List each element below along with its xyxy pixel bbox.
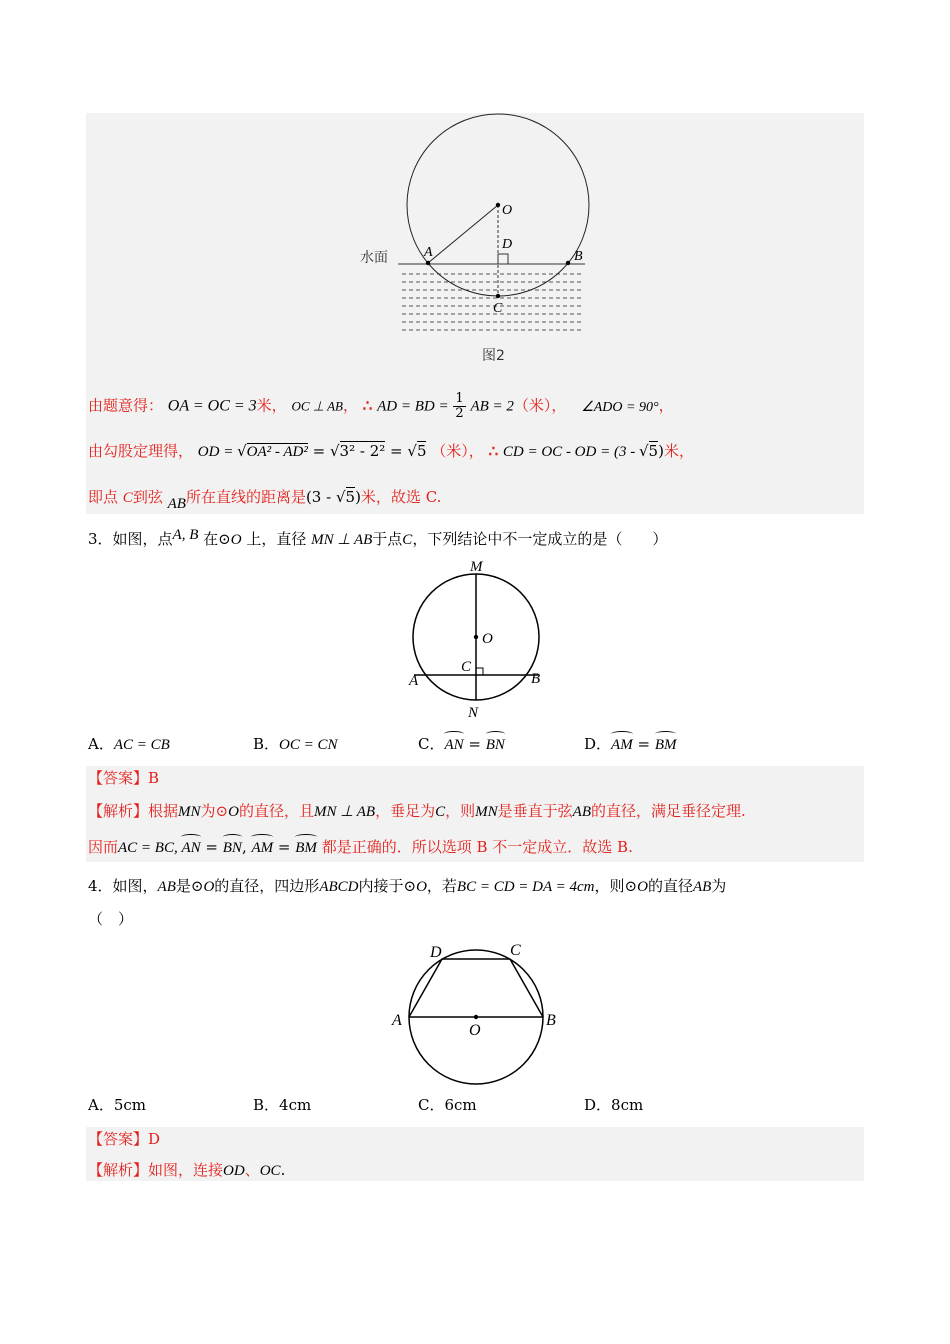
solution-line-3: 即点 C到弦 AB所在直线的距离是(3 - √5)米，故选 C. xyxy=(88,488,442,512)
ref-ab: AB xyxy=(572,804,591,820)
point-c xyxy=(496,294,500,298)
q3-stem xyxy=(88,528,667,551)
eq-angle: ∠ADO = 90° xyxy=(581,399,659,415)
q4-stem-f: ，则⊙ xyxy=(594,877,638,895)
figure-2-caption: 图2 xyxy=(482,348,505,364)
eq-sign-2: = xyxy=(385,442,408,460)
label-d: D xyxy=(502,237,513,252)
figure-2-diagram xyxy=(340,110,620,370)
arc-bn: BN xyxy=(223,837,242,859)
ref-eqs: AC = BC, xyxy=(118,840,182,856)
q3-center-dot xyxy=(474,635,478,639)
eq-oa-oc: OA = OC = 3 xyxy=(167,397,257,415)
conclusion-text: 所在直线的距离是 xyxy=(185,488,306,506)
analysis-text: 都是正确的．所以选项 B 不一定成立．故选 B. xyxy=(321,838,633,856)
q3-figure xyxy=(395,555,565,725)
q4-label-a: A xyxy=(392,1012,402,1029)
label-o: O xyxy=(502,203,513,218)
label-c: C xyxy=(493,301,503,316)
conclusion-end: 米，故选 C. xyxy=(360,488,442,506)
q4-stem-g: 的直径 xyxy=(647,877,693,895)
q4-paren xyxy=(88,908,133,930)
q3-option-a[interactable] xyxy=(88,733,170,756)
option-text: 8cm xyxy=(611,1096,644,1114)
analysis-text: 的直径，且 xyxy=(238,802,314,820)
eq-od: OD = xyxy=(197,444,238,460)
option-label: D． xyxy=(584,735,612,753)
comma: , xyxy=(241,838,252,856)
answer-blank: （ ） xyxy=(88,910,134,928)
option-label: C． xyxy=(418,735,445,753)
ref-o: O xyxy=(228,804,239,820)
option-text: 6cm xyxy=(444,1096,477,1114)
ref-perp: MN ⊥ AB xyxy=(313,804,376,820)
q3-analysis-line-2 xyxy=(88,836,633,859)
q4-option-c[interactable] xyxy=(418,1094,477,1116)
point-a xyxy=(426,261,430,265)
point-b xyxy=(566,261,570,265)
unit-meter-4: 米， xyxy=(663,442,694,460)
analysis-end: . xyxy=(280,1161,286,1179)
point-c-ref: C xyxy=(122,490,133,506)
radicand-5: 5 xyxy=(345,488,356,506)
arc-bm: BM xyxy=(295,837,317,859)
option-text: OC = CN xyxy=(279,737,338,753)
analysis-tag: 【解析】 xyxy=(88,1161,149,1179)
solution-prefix: 由题意得： xyxy=(88,396,164,415)
chord-ab-ref: AB xyxy=(167,496,186,512)
q4-eq: BC = CD = DA = 4cm xyxy=(456,879,595,895)
answer-value: B xyxy=(148,769,160,787)
paren-close: ) xyxy=(658,442,664,460)
answer-tag: 【答案】 xyxy=(88,769,149,787)
q4-stem-e: ，若 xyxy=(426,877,457,895)
unit-meter: 米， xyxy=(256,396,287,415)
eq-sign: = xyxy=(463,735,486,753)
q4-stem-d: 内接于⊙ xyxy=(358,877,417,895)
q3-label-c: C xyxy=(461,659,472,675)
arc-bm: BM xyxy=(655,734,677,756)
q4-label-d: D xyxy=(430,944,442,961)
q3-point-c: C xyxy=(402,532,413,548)
q3-label-n: N xyxy=(468,705,479,721)
analysis-text: 如图，连接 xyxy=(148,1161,224,1179)
option-label: B． xyxy=(253,735,280,753)
analysis-text: 为⊙ xyxy=(200,802,229,820)
eq-sign: = xyxy=(200,838,223,856)
point-o xyxy=(496,203,500,207)
q3-analysis-line-1 xyxy=(88,800,746,823)
segment-oa xyxy=(428,205,498,263)
q4-center-dot xyxy=(474,1015,478,1019)
arc-bn: BN xyxy=(486,734,505,756)
q3-points-ab: A, B xyxy=(172,527,199,543)
q3-circle-o: O xyxy=(230,532,242,548)
pythagoras-prefix: 由勾股定理得， xyxy=(88,442,194,460)
option-label: A． xyxy=(88,735,114,753)
answer-value: D xyxy=(148,1130,161,1148)
option-text: AC = CB xyxy=(113,737,170,753)
eq-sign: = xyxy=(632,735,655,753)
radicand-1: OA² - AD² xyxy=(246,444,308,460)
sep: ， xyxy=(342,396,358,415)
q3-option-b[interactable] xyxy=(253,733,338,756)
eq-perp: OC ⊥ AB xyxy=(291,398,343,414)
right-angle-mark xyxy=(498,254,508,264)
q3-perp: MN ⊥ AB xyxy=(311,532,373,548)
q4-stem-a: 4．如图， xyxy=(88,877,158,895)
analysis-tag: 【解析】 xyxy=(88,802,149,820)
analysis-sep: 、 xyxy=(244,1161,260,1179)
q4-analysis xyxy=(88,1159,285,1182)
q4-stem xyxy=(88,875,726,898)
label-b: B xyxy=(574,249,583,264)
eq-sign: = xyxy=(273,838,296,856)
label-a: A xyxy=(424,245,433,260)
frac-den: 2 xyxy=(455,406,464,421)
q4-quadrilateral xyxy=(409,959,543,1017)
frac-num: 1 xyxy=(455,391,464,406)
eq-ad-bd: AD = BD = xyxy=(377,398,449,415)
radicand-3: 5 xyxy=(416,442,427,460)
q4-o: O xyxy=(203,879,215,895)
q4-stem-b: 是⊙ xyxy=(175,877,204,895)
eq-sign: = xyxy=(307,442,330,460)
analysis-text: 因而 xyxy=(88,838,119,856)
q4-answer xyxy=(88,1128,160,1150)
arc-an: AN xyxy=(444,734,463,756)
ref-c: C xyxy=(435,804,446,820)
q3-label-b: B xyxy=(531,671,541,687)
conclusion-prefix: 即点 xyxy=(88,488,119,506)
q3-label-m: M xyxy=(470,559,483,575)
q4-label-b: B xyxy=(546,1012,556,1029)
q4-option-a[interactable] xyxy=(88,1094,146,1116)
radicand-4: 5 xyxy=(648,442,659,460)
radicand-2: 3² - 2² xyxy=(339,442,386,460)
ref-oc: OC xyxy=(259,1163,281,1179)
option-text: 4cm xyxy=(279,1096,312,1114)
arc-an: AN xyxy=(181,837,200,859)
q3-label-a: A xyxy=(409,673,419,689)
analysis-text: 是垂直于弦 xyxy=(497,802,573,820)
fraction-half xyxy=(453,392,465,421)
q4-label-c: C xyxy=(510,942,521,959)
q3-stem-d: 于点 xyxy=(372,530,403,548)
q3-option-d[interactable] xyxy=(584,733,676,756)
eq-ab: AB = 2 xyxy=(470,398,514,415)
q3-stem-e: ，下列结论中不一定成立的是（ ） xyxy=(412,530,668,548)
q3-stem-c: 上，直径 xyxy=(246,530,307,548)
water-label: 水面 xyxy=(360,250,388,266)
option-label: D． xyxy=(584,1096,612,1114)
option-label: C． xyxy=(418,1096,445,1114)
q4-option-b[interactable] xyxy=(253,1094,311,1116)
q4-abcd: ABCD xyxy=(319,879,359,895)
conclusion-value: (3 - xyxy=(305,488,336,506)
solution-line-1 xyxy=(88,392,674,421)
option-label: A． xyxy=(88,1096,114,1114)
q4-ab-2: AB xyxy=(692,879,712,895)
solution-line-2: 由勾股定理得， OD = √OA² - AD² = √3² - 2² = √5 （米）， ∴ CD = OC - OD = (3 - √5)米， xyxy=(88,442,694,460)
q3-option-c[interactable] xyxy=(418,733,505,756)
therefore-symbol: ∴ xyxy=(362,396,373,415)
q4-figure xyxy=(388,935,568,1095)
conclusion-mid: 到弦 xyxy=(132,488,163,506)
q4-o-2: O xyxy=(416,879,427,895)
arc-am: AM xyxy=(251,837,273,859)
arc-am: AM xyxy=(611,734,633,756)
unit-meter-2: （米）， xyxy=(513,396,567,415)
analysis-text: ，则 xyxy=(445,802,476,820)
analysis-text: ，垂足为 xyxy=(375,802,436,820)
q4-label-o: O xyxy=(469,1022,481,1039)
analysis-text: 根据 xyxy=(148,802,179,820)
q3-label-o: O xyxy=(482,631,493,647)
ref-od: OD xyxy=(223,1163,245,1179)
unit-meter-3: （米）， xyxy=(431,442,484,460)
q4-stem-c: 的直径，四边形 xyxy=(214,877,320,895)
line-end: ， xyxy=(658,396,674,415)
q3-stem-b: 在⊙ xyxy=(203,530,231,548)
q4-ab: AB xyxy=(157,879,176,895)
analysis-text: 的直径，满足垂径定理. xyxy=(590,802,746,820)
q4-option-d[interactable] xyxy=(584,1094,643,1116)
q4-o-3: O xyxy=(637,879,648,895)
ref-mn: MN xyxy=(178,804,201,820)
q4-stem-h: 为 xyxy=(711,877,727,895)
answer-tag: 【答案】 xyxy=(88,1130,149,1148)
q3-stem-a: 3．如图，点 xyxy=(88,530,173,548)
option-text: 5cm xyxy=(113,1096,147,1114)
eq-cd: CD = OC - OD = (3 - xyxy=(502,444,639,460)
paren-close-2: ) xyxy=(355,488,361,506)
q3-right-angle xyxy=(476,668,483,675)
ref-mn-2: MN xyxy=(475,804,498,820)
option-label: B． xyxy=(253,1096,280,1114)
q3-answer xyxy=(88,767,159,789)
therefore-symbol-2: ∴ xyxy=(488,442,499,460)
